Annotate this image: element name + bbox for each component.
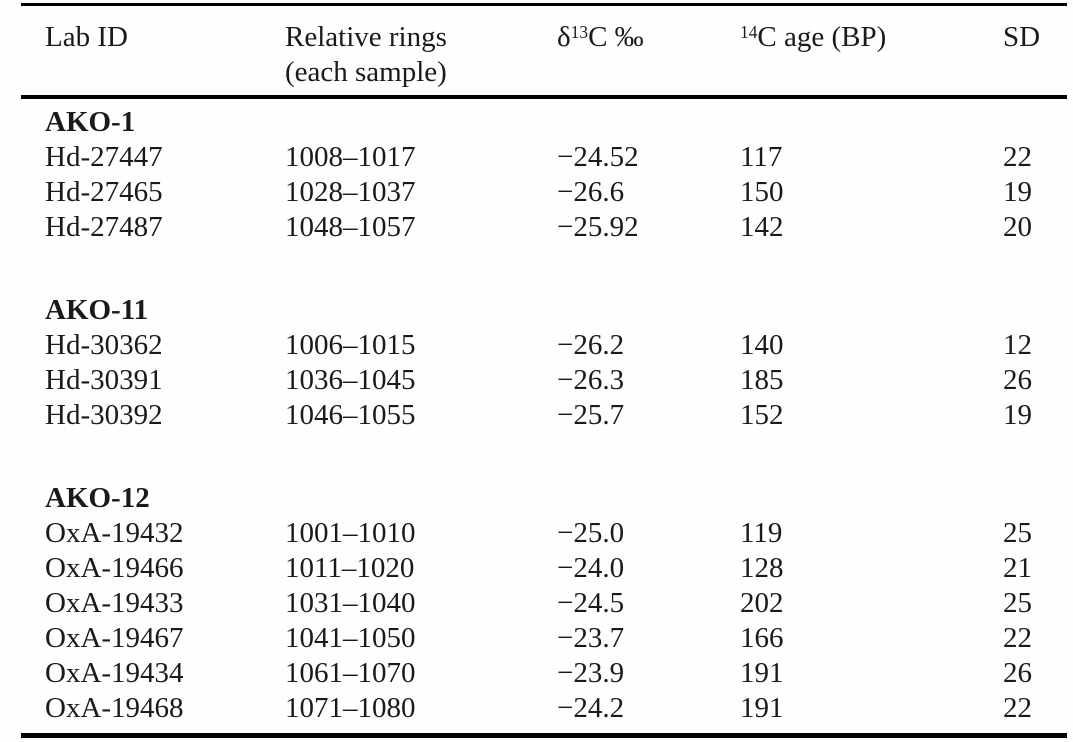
c14-superscript: 14	[740, 22, 758, 43]
d13c-cell: −24.2	[557, 692, 625, 724]
c14-age-cell: 150	[740, 176, 784, 208]
c14-age-cell: 191	[740, 657, 784, 689]
d13c-unit: C ‰	[588, 21, 644, 53]
sd-cell: 22	[1003, 692, 1032, 724]
relative-rings-cell: 1071–1080	[285, 692, 416, 724]
empty-cell	[740, 55, 1003, 90]
d13c-cell: −24.5	[557, 587, 625, 619]
table-row	[21, 398, 1067, 433]
sd-cell: 22	[1003, 622, 1032, 654]
d13c-delta: δ	[557, 21, 571, 53]
c14-age-cell: 140	[740, 329, 784, 361]
d13c-cell: −26.2	[557, 329, 625, 361]
sd-cell: 19	[1003, 399, 1032, 431]
c14-age-cell: 117	[740, 141, 783, 173]
lab-id-cell: Hd-30392	[45, 399, 163, 431]
d13c-superscript: 13	[570, 22, 589, 43]
column-header-lab-id: Lab ID	[45, 21, 128, 53]
lab-id-cell: Hd-27447	[45, 141, 163, 173]
table-row	[21, 691, 1067, 726]
empty-cell	[557, 55, 740, 90]
table-row	[21, 175, 1067, 210]
relative-rings-cell: 1048–1057	[285, 211, 416, 243]
relative-rings-cell: 1041–1050	[285, 622, 416, 654]
relative-rings-cell: 1046–1055	[285, 399, 416, 431]
table-row	[21, 621, 1067, 656]
relative-rings-cell: 1031–1040	[285, 587, 416, 619]
sd-cell: 22	[1003, 141, 1032, 173]
group-label-ako-12: AKO-12	[45, 482, 150, 514]
lab-id-cell: Hd-30391	[45, 364, 163, 396]
sd-cell: 25	[1003, 517, 1032, 549]
table-body	[21, 99, 1067, 733]
lab-id-cell: OxA-19466	[45, 552, 184, 584]
lab-id-cell: OxA-19434	[45, 657, 184, 689]
sd-cell: 12	[1003, 329, 1032, 361]
c14-age-cell: 202	[740, 587, 784, 619]
column-header-c14-age	[740, 20, 1003, 55]
column-header-d13c	[557, 20, 740, 55]
d13c-cell: −23.7	[557, 622, 625, 654]
table-row	[21, 328, 1067, 363]
table-bottom-rule	[21, 733, 1067, 738]
table-row	[21, 551, 1067, 586]
sd-cell: 26	[1003, 657, 1032, 689]
sd-cell: 21	[1003, 552, 1032, 584]
lab-id-cell: OxA-19467	[45, 622, 184, 654]
column-header-relative-rings: Relative rings	[285, 21, 447, 53]
d13c-cell: −24.52	[557, 141, 639, 173]
relative-rings-cell: 1006–1015	[285, 329, 416, 361]
lab-id-cell: Hd-30362	[45, 329, 163, 361]
sd-cell: 19	[1003, 176, 1032, 208]
relative-rings-cell: 1028–1037	[285, 176, 416, 208]
lab-id-cell: OxA-19468	[45, 692, 184, 724]
group-label-ako-1: AKO-1	[45, 106, 136, 138]
table-row	[21, 516, 1067, 551]
sd-cell: 26	[1003, 364, 1032, 396]
relative-rings-cell: 1061–1070	[285, 657, 416, 689]
header-row-line2	[21, 55, 1067, 90]
c14-age-cell: 191	[740, 692, 784, 724]
c14-age-cell: 152	[740, 399, 784, 431]
table-row	[21, 140, 1067, 175]
empty-cell	[1003, 55, 1067, 90]
group-spacer	[21, 245, 1067, 293]
d13c-cell: −25.0	[557, 517, 625, 549]
relative-rings-cell: 1011–1020	[285, 552, 415, 584]
relative-rings-cell: 1036–1045	[285, 364, 416, 396]
c14-age-cell: 142	[740, 211, 784, 243]
group-spacer	[21, 433, 1067, 481]
relative-rings-cell: 1001–1010	[285, 517, 416, 549]
d13c-cell: −25.92	[557, 211, 639, 243]
lab-id-cell: Hd-27465	[45, 176, 163, 208]
d13c-cell: −26.3	[557, 364, 625, 396]
table-row	[21, 363, 1067, 398]
c14-age-cell: 185	[740, 364, 784, 396]
table-row	[21, 656, 1067, 691]
d13c-cell: −26.6	[557, 176, 625, 208]
lab-id-cell: Hd-27487	[45, 211, 163, 243]
column-header-sd: SD	[1003, 21, 1041, 53]
c14-age-cell: 166	[740, 622, 784, 654]
d13c-cell: −25.7	[557, 399, 625, 431]
header-row	[21, 20, 1067, 55]
c14-age-label: C age (BP)	[757, 21, 887, 53]
c14-age-cell: 128	[740, 552, 784, 584]
table-header	[21, 6, 1067, 95]
relative-rings-cell: 1008–1017	[285, 141, 416, 173]
lab-id-cell: OxA-19433	[45, 587, 184, 619]
table-row	[21, 586, 1067, 621]
group-label-ako-11: AKO-11	[45, 294, 149, 326]
sd-cell: 20	[1003, 211, 1032, 243]
d13c-cell: −23.9	[557, 657, 625, 689]
empty-cell	[45, 55, 285, 90]
c14-age-cell: 119	[740, 517, 783, 549]
radiocarbon-results-table	[21, 3, 1067, 738]
column-header-relative-rings-subtext: (each sample)	[285, 56, 447, 88]
sd-cell: 25	[1003, 587, 1032, 619]
lab-id-cell: OxA-19432	[45, 517, 184, 549]
d13c-cell: −24.0	[557, 552, 625, 584]
table-row	[21, 210, 1067, 245]
